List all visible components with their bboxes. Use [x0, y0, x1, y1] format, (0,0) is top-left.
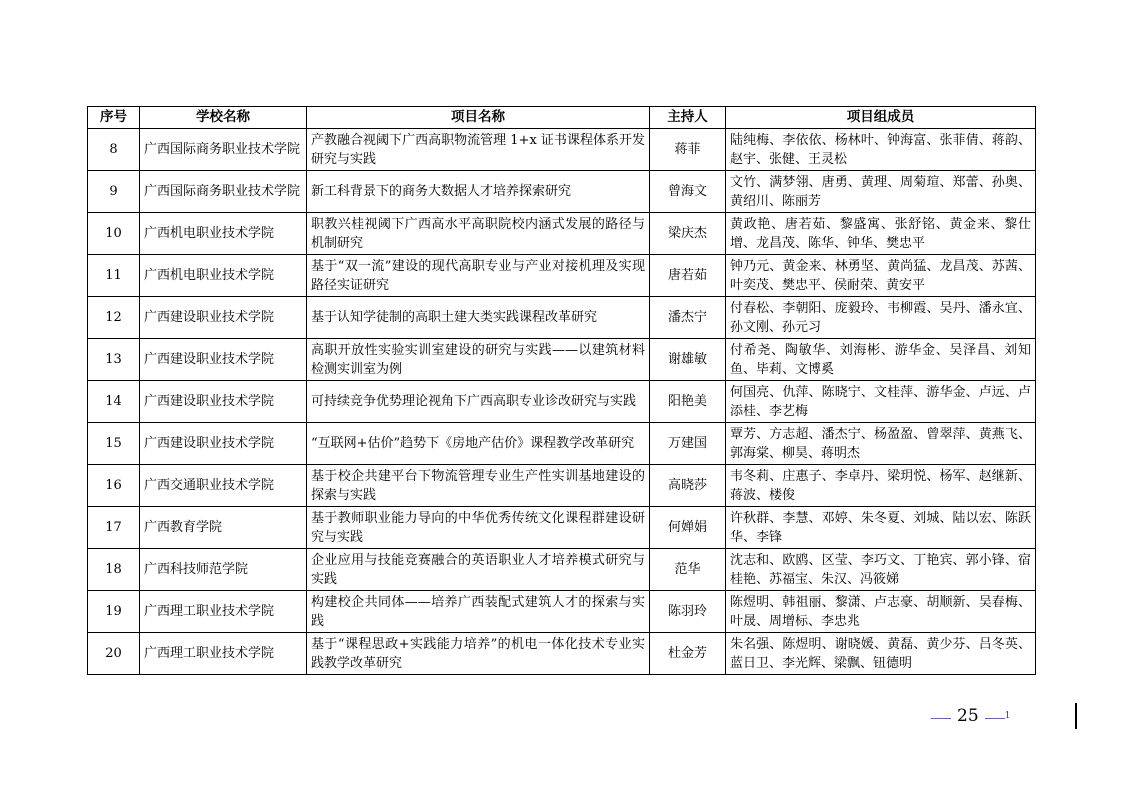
- school-name: 广西理工职业技术学院: [140, 591, 307, 633]
- project-name: 构建校企共同体——培养广西装配式建筑人才的探索与实践: [307, 591, 650, 633]
- host-name: 谢雄敏: [650, 339, 726, 381]
- school-name: 广西机电职业技术学院: [140, 213, 307, 255]
- host-name: 高晓莎: [650, 465, 726, 507]
- table-row: [88, 549, 1036, 591]
- school-name: 广西建设职业技术学院: [140, 423, 307, 465]
- member-list: 覃芳、方志超、潘杰宁、杨盈盈、曾翠萍、黄燕飞、郭海棠、柳昊、蒋明杰: [726, 423, 1036, 465]
- row-number: 11: [88, 255, 140, 297]
- member-list: 钟乃元、黄金来、林勇坚、黄尚猛、龙昌茂、苏茜、叶奕茂、樊忠平、侯耐荣、黄安平: [726, 255, 1036, 297]
- footer-dash-left: [931, 718, 951, 719]
- member-list: 朱名强、陈煜明、谢晓媛、黄磊、黄少芬、吕冬英、蓝日卫、李光辉、梁飘、钮德明: [726, 633, 1036, 675]
- member-list: 沈志和、欧鸥、区莹、李巧文、丁艳宾、郭小锋、宿桂艳、苏福宝、朱汉、冯筱娣: [726, 549, 1036, 591]
- table-row: [88, 171, 1036, 213]
- table-row: [88, 507, 1036, 549]
- school-name: 广西交通职业技术学院: [140, 465, 307, 507]
- page-number: 25: [957, 706, 979, 726]
- school-name: 广西教育学院: [140, 507, 307, 549]
- school-name: 广西建设职业技术学院: [140, 297, 307, 339]
- table-row: [88, 129, 1036, 171]
- table-header-row: [88, 107, 1036, 129]
- row-number: 16: [88, 465, 140, 507]
- school-name: 广西建设职业技术学院: [140, 339, 307, 381]
- row-number: 18: [88, 549, 140, 591]
- row-number: 13: [88, 339, 140, 381]
- row-number: 8: [88, 129, 140, 171]
- row-number: 14: [88, 381, 140, 423]
- school-name: 广西机电职业技术学院: [140, 255, 307, 297]
- table-row: [88, 297, 1036, 339]
- school-name: 广西建设职业技术学院: [140, 381, 307, 423]
- school-name: 广西国际商务职业技术学院: [140, 129, 307, 171]
- col-header-project: 项目名称: [307, 107, 650, 129]
- page-footer: [931, 705, 1021, 729]
- member-list: 韦冬莉、庄惠子、李卓丹、梁玥悦、杨军、赵继新、蒋波、楼俊: [726, 465, 1036, 507]
- host-name: 蒋菲: [650, 129, 726, 171]
- project-name: 基于校企共建平台下物流管理专业生产性实训基地建设的探索与实践: [307, 465, 650, 507]
- table-row: [88, 339, 1036, 381]
- table-row: [88, 465, 1036, 507]
- col-header-members: 项目组成员: [726, 107, 1036, 129]
- table-body: [88, 129, 1036, 675]
- project-name: 职教兴桂视阈下广西高水平高职院校内涵式发展的路径与机制研究: [307, 213, 650, 255]
- col-header-number: 序号: [88, 107, 140, 129]
- margin-bar: [1075, 703, 1077, 729]
- project-name: 基于认知学徒制的高职土建大类实践课程改革研究: [307, 297, 650, 339]
- host-name: 陈羽玲: [650, 591, 726, 633]
- member-list: 陈煜明、韩祖丽、黎潇、卢志豪、胡顺新、吴春梅、叶晟、周增标、李忠兆: [726, 591, 1036, 633]
- school-name: 广西国际商务职业技术学院: [140, 171, 307, 213]
- school-name: 广西理工职业技术学院: [140, 633, 307, 675]
- host-name: 唐若茹: [650, 255, 726, 297]
- host-name: 潘杰宁: [650, 297, 726, 339]
- project-name: 新工科背景下的商务大数据人才培养探索研究: [307, 171, 650, 213]
- member-list: 文竹、满梦翎、唐勇、黄理、周菊瑄、郑蕾、孙奥、黄绍川、陈丽芳: [726, 171, 1036, 213]
- member-list: 何国亮、仇萍、陈晓宁、文桂萍、游华金、卢远、卢添桂、李艺梅: [726, 381, 1036, 423]
- table-row: [88, 423, 1036, 465]
- member-list: 付春松、李朝阳、庞毅玲、韦柳霞、吴丹、潘永宜、孙文刚、孙元习: [726, 297, 1036, 339]
- table-row: [88, 633, 1036, 675]
- row-number: 9: [88, 171, 140, 213]
- footer-mark: 1: [1004, 711, 1011, 721]
- host-name: 梁庆杰: [650, 213, 726, 255]
- host-name: 范华: [650, 549, 726, 591]
- row-number: 10: [88, 213, 140, 255]
- host-name: 阳艳美: [650, 381, 726, 423]
- row-number: 20: [88, 633, 140, 675]
- host-name: 万建国: [650, 423, 726, 465]
- school-name: 广西科技师范学院: [140, 549, 307, 591]
- project-name: “互联网+估价”趋势下《房地产估价》课程教学改革研究: [307, 423, 650, 465]
- host-name: 曾海文: [650, 171, 726, 213]
- project-name: 基于“课程思政+实践能力培养”的机电一体化技术专业实践教学改革研究: [307, 633, 650, 675]
- row-number: 17: [88, 507, 140, 549]
- table-row: [88, 255, 1036, 297]
- project-name: 基于“双一流”建设的现代高职专业与产业对接机理及实现路径实证研究: [307, 255, 650, 297]
- member-list: 黄政艳、唐若茹、黎盛寓、张舒铭、黄金来、黎仕增、龙昌茂、陈华、钟华、樊忠平: [726, 213, 1036, 255]
- project-name: 企业应用与技能竞赛融合的英语职业人才培养模式研究与实践: [307, 549, 650, 591]
- member-list: 付希尧、陶敏华、刘海彬、游华金、吴泽昌、刘知鱼、毕莉、文博奚: [726, 339, 1036, 381]
- project-name: 可持续竞争优势理论视角下广西高职专业诊改研究与实践: [307, 381, 650, 423]
- member-list: 许秋群、李慧、邓婷、朱冬夏、刘城、陆以宏、陈跃华、李锋: [726, 507, 1036, 549]
- row-number: 15: [88, 423, 140, 465]
- host-name: 何婵娟: [650, 507, 726, 549]
- table-row: [88, 213, 1036, 255]
- row-number: 12: [88, 297, 140, 339]
- footer-dash-right: [985, 718, 1005, 719]
- project-table: [87, 106, 1036, 675]
- table-row: [88, 591, 1036, 633]
- member-list: 陆纯梅、李依依、杨林叶、钟海富、张菲倩、蒋韵、赵宇、张健、王灵松: [726, 129, 1036, 171]
- project-name: 高职开放性实验实训室建设的研究与实践——以建筑材料检测实训室为例: [307, 339, 650, 381]
- col-header-school: 学校名称: [140, 107, 307, 129]
- row-number: 19: [88, 591, 140, 633]
- table-row: [88, 381, 1036, 423]
- host-name: 杜金芳: [650, 633, 726, 675]
- project-name: 基于教师职业能力导向的中华优秀传统文化课程群建设研究与实践: [307, 507, 650, 549]
- col-header-host: 主持人: [650, 107, 726, 129]
- project-name: 产教融合视阈下广西高职物流管理 1+x 证书课程体系开发研究与实践: [307, 129, 650, 171]
